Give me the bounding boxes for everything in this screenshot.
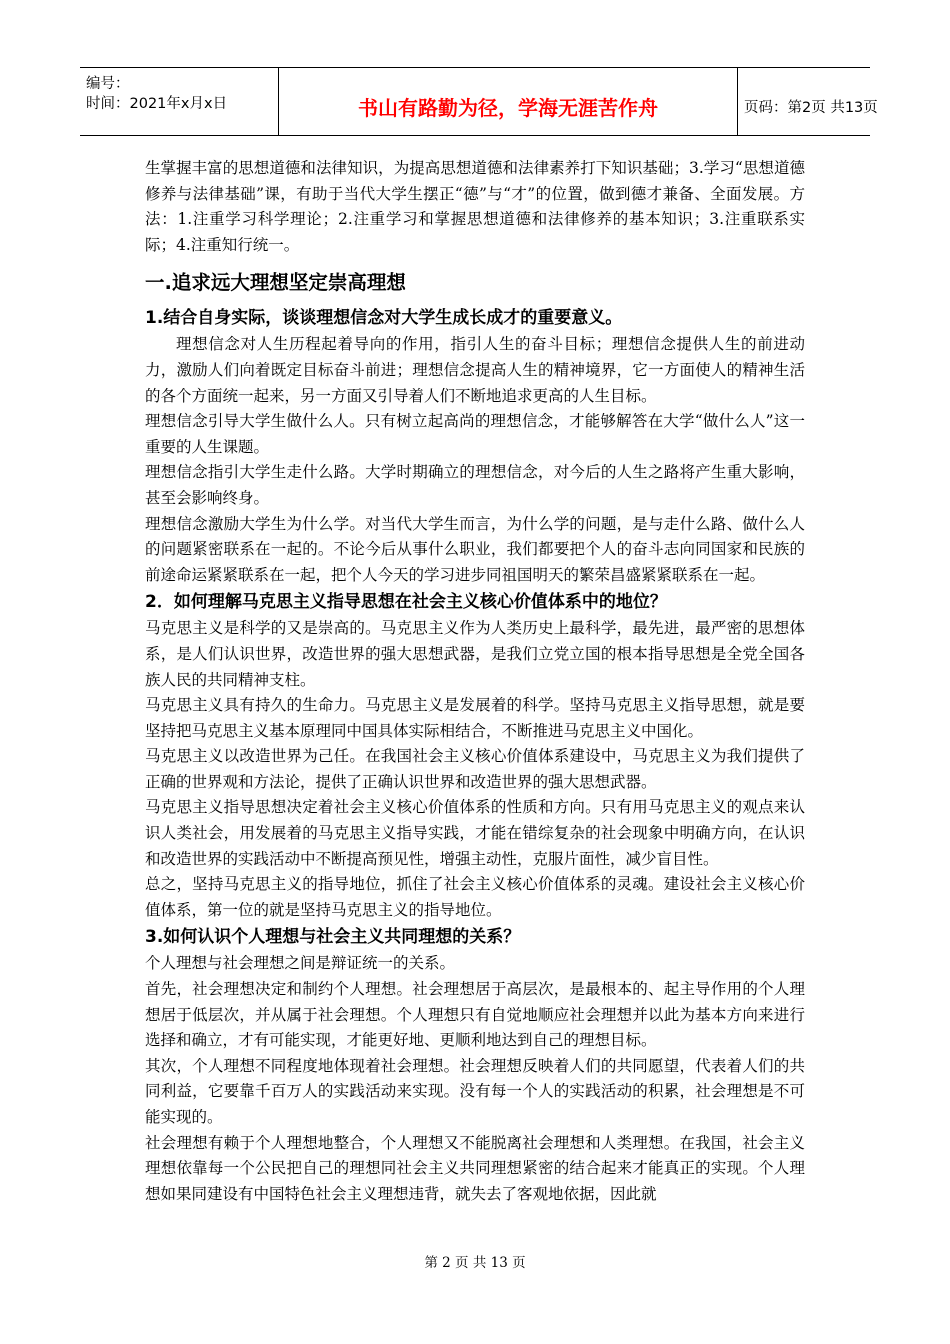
- body-paragraph: 理想信念激励大学生为什么学。对当代大学生而言，为什么学的问题，是与走什么路、做什么人的问题紧密联系在一起的。不论今后从事什么职业，我们都要把个人的奋斗志向同国家和民族的前途命运紧紧联系在一起，把个人今天的学习进步同祖国明天的繁荣昌盛紧紧联系在一起。: [145, 514, 805, 584]
- body-paragraph: 马克思主义具有持久的生命力。马克思主义是发展着的科学。坚持马克思主义指导思想，就是要坚持把马克思主义基本原理同中国具体实际相结合，不断推进马克思主义中国化。: [145, 696, 805, 740]
- body-paragraph: 其次，个人理想不同程度地体现着社会理想。社会理想反映着人们的共同愿望，代表着人们的共同利益，它要靠千百万人的实践活动来实现。没有每一个人的实践活动的积累，社会理想是不可能实现的。: [145, 1056, 805, 1126]
- body-paragraph: 理想信念引导大学生做什么人。只有树立起高尚的理想信念，才能够解答在大学“做什么人”这一重要的人生课题。: [145, 412, 805, 456]
- document-date: 时间：2021年x月x日: [86, 96, 228, 112]
- body-paragraph: 首先，社会理想决定和制约个人理想。社会理想居于高层次，是最根本的、起主导作用的个人理想居于低层次，并从属于社会理想。个人理想只有自觉地顺应社会理想并以此为基本方向来进行选择和确立，才有可能实现，才能更好地、更顺利地达到自己的理想目标。: [145, 980, 805, 1050]
- intro-paragraph: 生掌握丰富的思想道德和法律知识，为提高思想道德和法律素养打下知识基础；3.学习“思想道德修养与法律基础”课，有助于当代大学生摆正“德”与“才”的位置，做到德才兼备、全面发展。方法：1.注重学习科学理论；2.注重学习和掌握思想道德和法律修养的基本知识；3.注重联系实际；4.注重知行统一。: [145, 159, 805, 254]
- section-heading-2: 2．如何理解马克思主义指导思想在社会主义核心价值体系中的地位？: [145, 592, 667, 613]
- body-paragraph: 马克思主义是科学的又是崇高的。马克思主义作为人类历史上最科学，最先进，最严密的思想体系，是人们认识世界，改造世界的强大思想武器，是我们立党立国的根本指导思想是全党全国各族人民的共同精神支柱。: [145, 619, 805, 689]
- section-heading-3: 3.如何认识个人理想与社会主义共同理想的关系？: [145, 927, 521, 948]
- document-number-label: 编号：: [86, 76, 130, 92]
- body-paragraph: 马克思主义指导思想决定着社会主义核心价值体系的性质和方向。只有用马克思主义的观点来认识人类社会，用发展着的马克思主义指导实践，才能在错综复杂的社会现象中明确方向，在认识和改造世界的实践活动中不断提高预见性，增强主动性，克服片面性，减少盲目性。: [145, 798, 805, 868]
- header-page-cell: [736, 68, 878, 135]
- body-paragraph: 个人理想与社会理想之间是辩证统一的关系。: [145, 954, 456, 973]
- page-header: [80, 67, 878, 136]
- document-body: [145, 156, 805, 1207]
- header-page-info: 页码：第2页 共13页: [744, 100, 878, 116]
- body-paragraph: 马克思主义以改造世界为己任。在我国社会主义核心价值体系建设中，马克思主义为我们提供了正确的世界观和方法论，提供了正确认识世界和改造世界的强大思想武器。: [145, 747, 805, 791]
- page-footer: 第 2 页 共 13 页: [424, 1255, 526, 1271]
- body-paragraph: 理想信念对人生历程起着导向的作用，指引人生的奋斗目标；理想信念提供人生的前进动力，激励人们向着既定目标奋斗前进；理想信念提高人生的精神境界，它一方面使人的精神生活的各个方面统一起来，另一方面又引导着人们不断地追求更高的人生目标。: [145, 335, 805, 405]
- body-paragraph: 总之，坚持马克思主义的指导地位，抓住了社会主义核心价值体系的灵魂。建设社会主义核心价值体系，第一位的就是坚持马克思主义的指导地位。: [145, 875, 805, 919]
- header-motto-cell: [278, 68, 738, 135]
- body-paragraph: 理想信念指引大学生走什么路。大学时期确立的理想信念，对今后的人生之路将产生重大影响，甚至会影响终身。: [145, 463, 805, 507]
- header-motto: 书山有路勤为径，学海无涯苦作舟: [358, 96, 658, 120]
- body-paragraph: 社会理想有赖于个人理想地整合，个人理想又不能脱离社会理想和人类理想。在我国，社会主义理想依靠每一个公民把自己的理想同社会主义共同理想紧密的结合起来才能真正的实现。个人理想如果同建设有中国特色社会主义理想违背，就失去了客观地依据，因此就: [145, 1133, 805, 1203]
- chapter-title: 一.追求远大理想坚定崇高理想: [145, 271, 406, 295]
- section-heading-1: 1.结合自身实际，谈谈理想信念对大学生成长成才的重要意义。: [145, 308, 623, 329]
- header-meta: [80, 68, 278, 135]
